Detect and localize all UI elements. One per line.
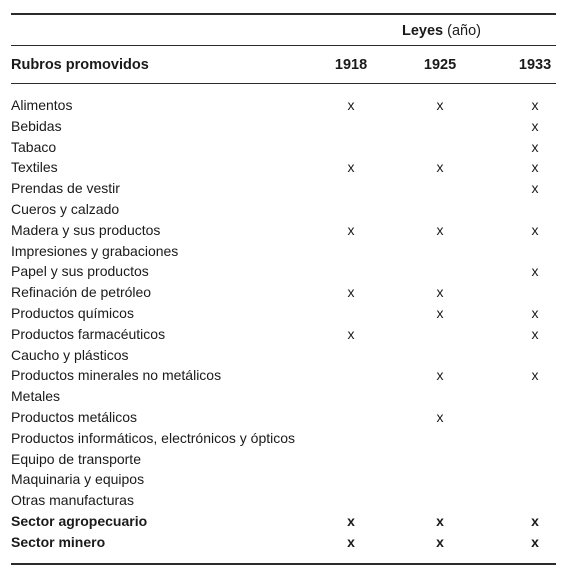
table-row — [11, 469, 556, 490]
row-label: Sector minero — [11, 533, 106, 550]
mark: x — [531, 263, 539, 280]
mark: x — [436, 159, 444, 176]
group-header-leyes — [402, 23, 481, 39]
mark: x — [531, 325, 539, 342]
row-label: Otras manufacturas — [11, 492, 134, 509]
mark: x — [531, 180, 539, 197]
table-row — [11, 241, 556, 262]
row-label: Impresiones y grabaciones — [11, 242, 179, 259]
mark: x — [347, 221, 355, 238]
group-header-sub: (año) — [447, 23, 482, 39]
table-row — [11, 95, 556, 116]
column-header-label: Rubros promovidos — [11, 57, 149, 73]
table-row — [11, 199, 556, 220]
row-label: Bebidas — [11, 117, 62, 134]
table-row — [11, 386, 556, 407]
table-row — [11, 178, 556, 199]
row-label: Textiles — [11, 159, 58, 176]
mark: x — [531, 533, 539, 550]
mark: x — [436, 408, 444, 425]
table-row — [11, 303, 556, 324]
mark: x — [436, 304, 444, 321]
table-row — [11, 137, 556, 158]
mark: x — [347, 159, 355, 176]
mark: x — [436, 97, 444, 113]
mark: x — [436, 221, 444, 238]
bottom-rule — [11, 563, 556, 565]
mark: x — [531, 367, 539, 384]
data-table — [11, 13, 556, 565]
table-row — [11, 282, 556, 303]
column-header-year: 1925 — [423, 57, 457, 73]
row-label: Productos farmacéuticos — [11, 325, 166, 342]
row-label: Metales — [11, 388, 61, 405]
row-label: Productos informáticos, electrónicos y ópticos — [11, 429, 296, 446]
row-label: Productos químicos — [11, 304, 134, 321]
row-label: Caucho y plásticos — [11, 346, 129, 363]
table-row — [11, 449, 556, 470]
table-row — [11, 407, 556, 428]
table-row — [11, 428, 556, 449]
row-label: Cueros y calzado — [11, 200, 120, 217]
group-header-main: Leyes — [402, 23, 444, 39]
mark: x — [436, 284, 444, 301]
mark: x — [531, 97, 539, 113]
column-header-year: 1918 — [334, 57, 368, 73]
row-label: Refinación de petróleo — [11, 284, 152, 301]
table-row — [11, 324, 556, 345]
row-label: Papel y sus productos — [11, 263, 149, 280]
group-header-row — [11, 15, 556, 45]
mark: x — [531, 221, 539, 238]
mark: x — [436, 512, 444, 529]
mark: x — [436, 533, 444, 550]
table-row — [11, 532, 556, 553]
table-row — [11, 261, 556, 282]
row-label: Madera y sus productos — [11, 221, 161, 238]
mark: x — [531, 159, 539, 176]
row-label: Maquinaria y equipos — [11, 471, 145, 488]
table-row — [11, 116, 556, 137]
table-row — [11, 157, 556, 178]
mark: x — [531, 512, 539, 529]
mark: x — [347, 325, 355, 342]
table-row — [11, 490, 556, 511]
table-row — [11, 511, 556, 532]
mark: x — [531, 138, 539, 155]
mark: x — [531, 304, 539, 321]
row-label: Tabaco — [11, 138, 57, 155]
row-label: Alimentos — [11, 97, 73, 113]
mark: x — [347, 512, 355, 529]
mark: x — [531, 117, 539, 134]
mark: x — [347, 533, 355, 550]
row-label: Sector agropecuario — [11, 512, 148, 529]
column-header-row — [11, 46, 556, 83]
row-label: Prendas de vestir — [11, 180, 120, 197]
table-row — [11, 220, 556, 241]
table-row — [11, 365, 556, 386]
mark: x — [347, 97, 355, 113]
table-body — [11, 84, 556, 563]
row-label: Equipo de transporte — [11, 450, 141, 467]
row-label: Productos metálicos — [11, 408, 138, 425]
table-row — [11, 345, 556, 366]
column-header-year: 1933 — [518, 57, 552, 73]
mark: x — [436, 367, 444, 384]
mark: x — [347, 284, 355, 301]
row-label: Productos minerales no metálicos — [11, 367, 222, 384]
